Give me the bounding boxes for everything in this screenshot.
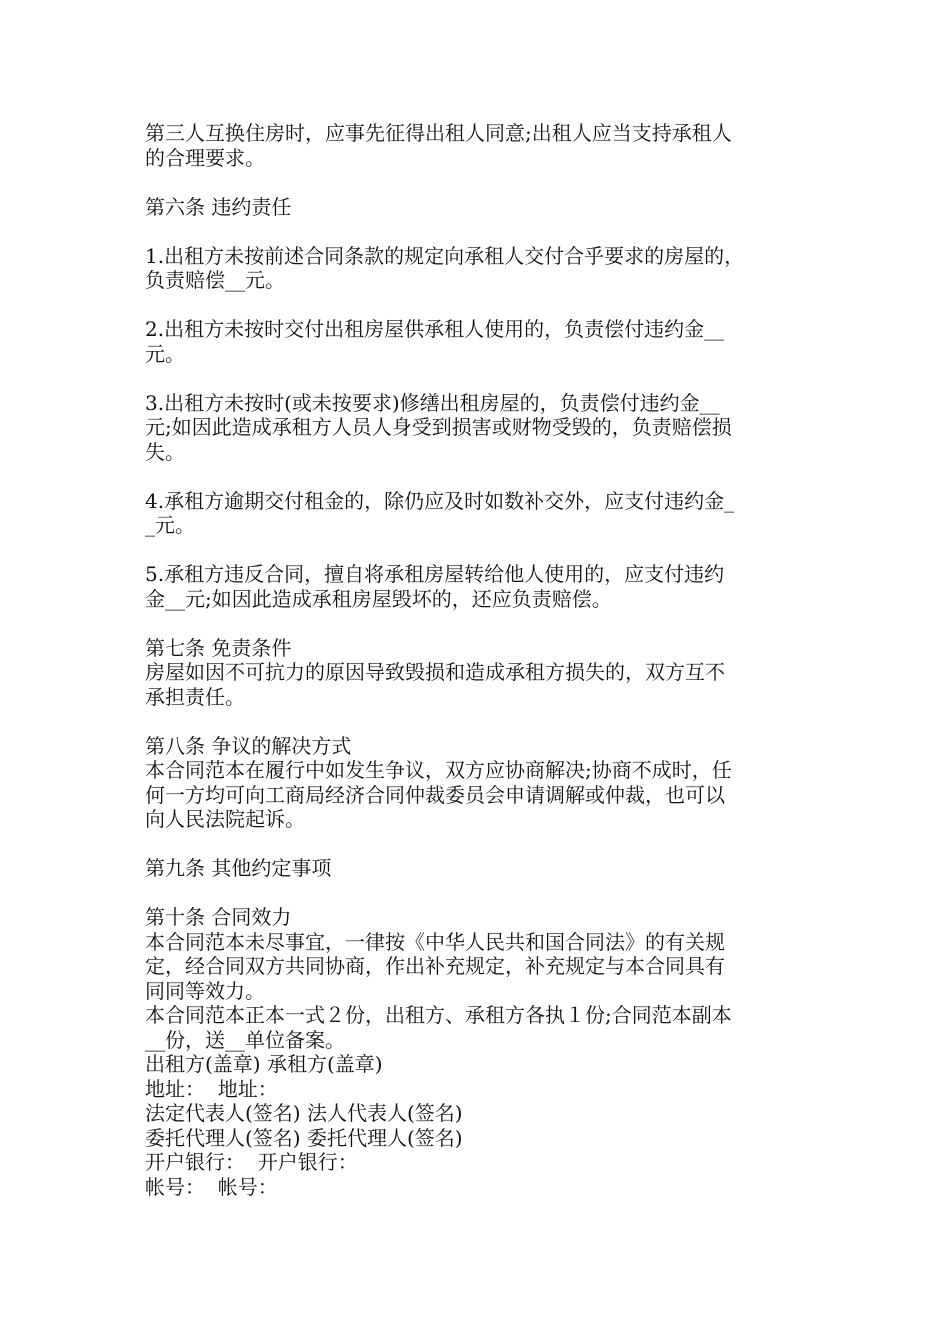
- spacer: [145, 611, 815, 636]
- spacer: [145, 293, 815, 318]
- article-8-heading: 第八条 争议的解决方式: [145, 733, 352, 758]
- spacer: [145, 219, 815, 244]
- article-7-heading: 第七条 免责条件: [145, 635, 292, 660]
- signature-agent: 委托代理人(签名) 委托代理人(签名): [145, 1125, 463, 1150]
- article-8-body: 本合同范本在履行中如发生争议，双方应协商解决;协商不成时，任 何一方均可向工商局经济合同仲裁委员会申请调解或仲裁，也可以 向人民法院起诉。: [145, 758, 732, 831]
- spacer: [145, 832, 815, 857]
- article-6-item-2: 2.出租方未按时交付出租房屋供承租人使用的，负责偿付违约金__ 元。: [145, 317, 725, 366]
- article-6-item-5: 5.承租方违反合同，擅自将承租房屋转给他人使用的，应支付违约 金__元;如因此造成承租房屋毁坏的，还应负责赔偿。: [145, 562, 725, 611]
- article-6-item-3: 3.出租方未按时(或未按要求)修缮出租房屋的，负责偿付违约金__ 元;如因此造成承租方人员人身受到损害或财物受毁的，负责赔偿损 失。: [145, 390, 732, 464]
- contract-page: [145, 121, 815, 1199]
- paragraph-third-party-exchange: 第三人互换住房时，应事先征得出租人同意;出租人应当支持承租人 的合理要求。: [145, 121, 732, 170]
- spacer: [145, 881, 815, 906]
- article-6-item-1: 1.出租方未按前述合同条款的规定向承租人交付合乎要求的房屋的， 负责赔偿__元。: [145, 243, 745, 292]
- article-10-body-1: 本合同范本未尽事宜，一律按《中华人民共和国合同法》的有关规 定，经合同双方共同协商，作出补充规定，补充规定与本合同具有 同同等效力。: [145, 929, 725, 1003]
- spacer: [145, 464, 815, 489]
- spacer: [145, 366, 815, 391]
- spacer: [145, 538, 815, 563]
- signature-address: 地址： 地址：: [145, 1076, 278, 1101]
- article-6-item-4: 4.承租方逾期交付租金的，除仍应及时如数补交外，应支付违约金_ _元。: [145, 488, 735, 537]
- article-7-body: 房屋如因不可抗力的原因导致毁损和造成承租方损失的，双方互不 承担责任。: [145, 660, 725, 709]
- signature-parties: 出租方(盖章) 承租方(盖章): [145, 1052, 383, 1076]
- article-10-body-2: 本合同范本正本一式２份，出租方、承租方各执１份;合同范本副本 __份，送__单位备案。: [145, 1003, 732, 1052]
- signature-bank: 开户银行： 开户银行：: [145, 1150, 358, 1174]
- spacer: [145, 170, 815, 195]
- article-10-heading: 第十条 合同效力: [145, 905, 292, 929]
- signature-account: 帐号： 帐号：: [145, 1174, 278, 1199]
- signature-legal-representative: 法定代表人(签名) 法人代表人(签名): [145, 1101, 463, 1125]
- spacer: [145, 709, 815, 734]
- article-6-heading: 第六条 违约责任: [145, 194, 292, 219]
- article-9-heading: 第九条 其他约定事项: [145, 856, 332, 880]
